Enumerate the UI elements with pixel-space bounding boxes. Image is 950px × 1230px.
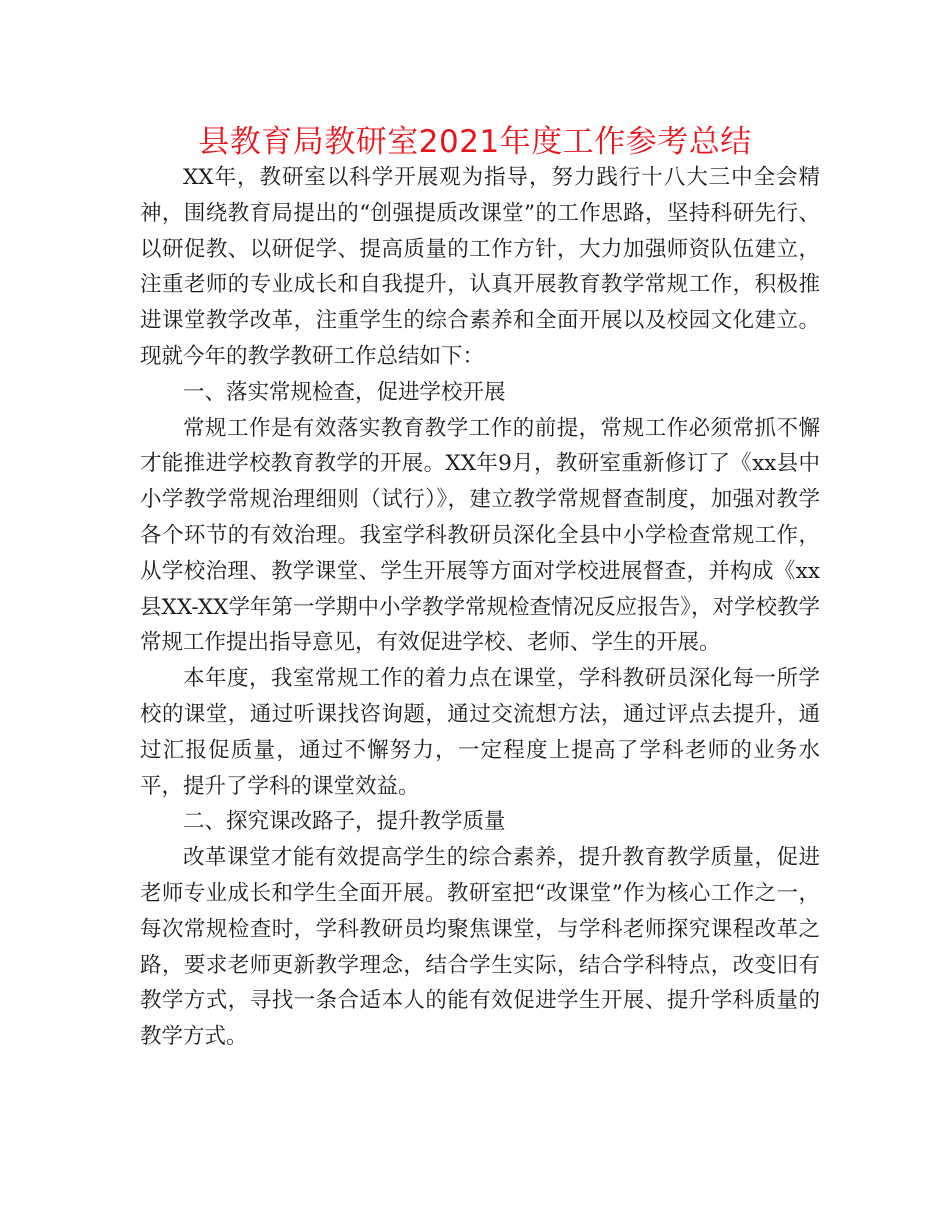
document-body: [140, 160, 820, 1055]
paragraph-intro: XX年，教研室以科学开展观为指导，努力践行十八大三中全会精神，围绕教育局提出的“创强提质改课堂”的工作思路，坚持科研先行、以研促教、以研促学、提高质量的工作方针，大力加强师资队伍建立，注重老师的专业成长和自我提升，认真开展教育教学常规工作，积极推进课堂教学改革，注重学生的综合素养和全面开展以及校园文化建立。现就今年的教学教研工作总结如下：: [140, 165, 820, 369]
section-heading-1: 一、落实常规检查，促进学校开展: [183, 379, 506, 405]
document-title: 县教育局教研室2021年度工作参考总结: [198, 124, 752, 160]
paragraph-classroom-reform: 改革课堂才能有效提高学生的综合素养，提升教育教学质量，促进老师专业成长和学生全面开展。教研室把“改课堂”作为核心工作之一，每次常规检查时，学科教研员均聚焦课堂，与学科老师探究课程改革之路，要求老师更新教学理念，结合学生实际，结合学科特点，改变旧有教学方式，寻找一条合适本人的能有效促进学生开展、提升学科质量的教学方式。: [140, 845, 820, 1050]
paragraph-routine-work: 常规工作是有效落实教育教学工作的前提，常规工作必须常抓不懈才能推进学校教育教学的开展。XX年9月，教研室重新修订了《xx县中小学教学常规治理细则（试行）》，建立教学常规督查制度，加强对教学各个环节的有效治理。我室学科教研员深化全县中小学检查常规工作，从学校治理、教学课堂、学生开展等方面对学校进展督查，并构成《xx县XX-XX学年第一学期中小学教学常规检查情况反应报告》，对学校教学常规工作提出指导意见，有效促进学校、老师、学生的开展。: [140, 415, 820, 656]
paragraph-classroom-focus: 本年度，我室常规工作的着力点在课堂，学科教研员深化每一所学校的课堂，通过听课找咨询题，通过交流想方法，通过评点去提升，通过汇报促质量，通过不懈努力，一定程度上提高了学科老师的业务水平，提升了学科的课堂效益。: [140, 666, 820, 799]
section-heading-2: 二、探究课改路子，提升教学质量: [183, 809, 506, 835]
